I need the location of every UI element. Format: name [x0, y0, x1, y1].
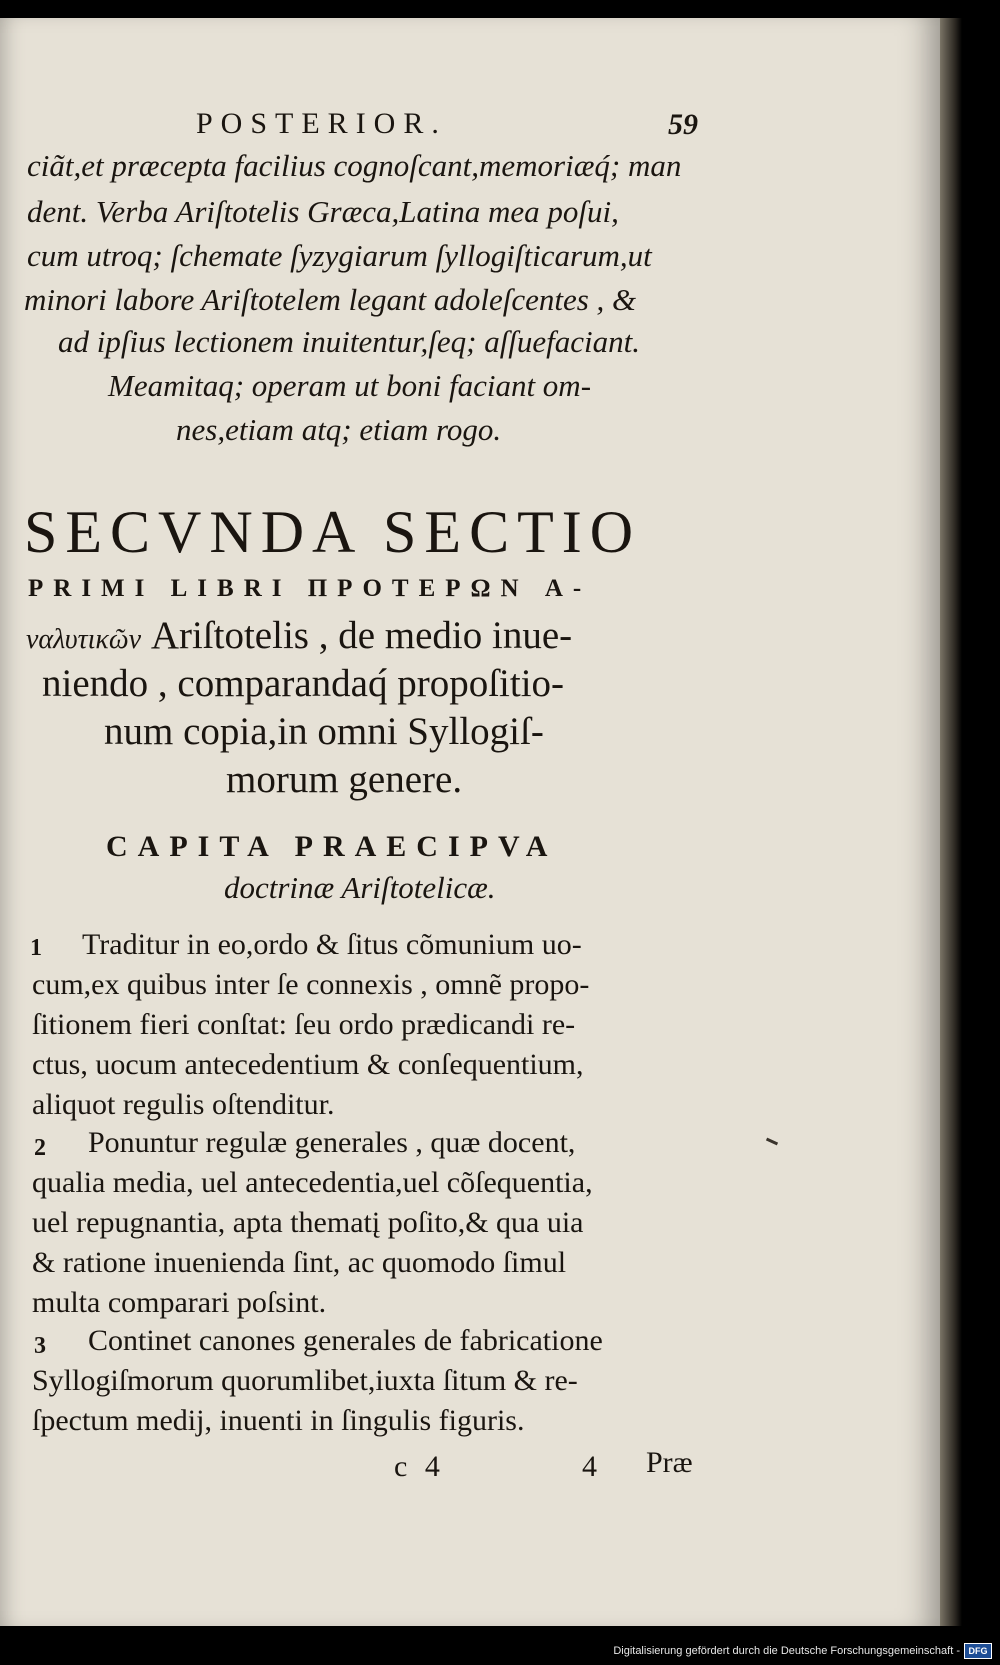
running-head: POSTERIOR.	[196, 107, 447, 140]
preface-line: Meamitaq; operam ut boni faciant om-	[108, 368, 592, 403]
item-line: ſitionem fieri conſtat: ſeu ordo prædicandi re-	[32, 1008, 576, 1041]
greek-word: ναλυτικῶν	[26, 624, 142, 655]
footer-text: Digitalisierung gefördert durch die Deutsche Forschungsgemeinschaft -	[613, 1645, 960, 1657]
preface-line: minori labore Ariſtotelem legant adoleſcentes , &	[24, 282, 637, 317]
item-line: qualia media, uel antecedentia,uel cõſequentia,	[32, 1166, 593, 1199]
preface-line: cum utroq; ſchemate ſyzygiarum ſyllogiſticarum,ut	[27, 238, 652, 273]
section-title-line: num copia,in omni Syllogiſ-	[104, 710, 544, 753]
subheading-italic: doctrinæ Ariſtotelicæ.	[224, 870, 496, 905]
item-line: uel repugnantia, apta thematį poſito,& qua uia	[32, 1206, 584, 1239]
section-title: SECVNDA SECTIO	[24, 499, 642, 565]
digitization-footer	[613, 1643, 992, 1659]
section-title-line: niendo , comparandaq́ propoſitio-	[42, 662, 565, 705]
dfg-logo: DFG	[964, 1643, 992, 1659]
title-text: Ariſtotelis , de medio inue-	[141, 614, 573, 657]
item-line: Syllogiſmorum quorumlibet,iuxta ſitum & re-	[32, 1364, 578, 1397]
catchword-number: 4	[582, 1450, 597, 1483]
section-title-line: morum genere.	[226, 758, 463, 801]
preface-line: dent. Verba Ariſtotelis Græca,Latina mea poſui,	[27, 194, 619, 229]
page-edge	[940, 18, 962, 1626]
item-number: 1	[30, 935, 42, 961]
folio: 59	[668, 108, 698, 141]
subheading: CAPITA PRAECIPVA	[106, 830, 558, 863]
item-line: multa comparari poſsint.	[32, 1286, 327, 1319]
preface-line: ciãt,et præcepta facilius cognoſcant,memoriæq́; man	[27, 148, 682, 183]
preface-line: ad ipſius lectionem inuitentur,ſeq; aſſuefaciant.	[58, 324, 641, 359]
item-number: 2	[34, 1135, 46, 1161]
catchword: Præ	[646, 1446, 693, 1479]
item-line: ctus, uocum antecedentium & conſequentium,	[32, 1048, 584, 1081]
signature-mark: c 4	[394, 1450, 440, 1483]
item-line: aliquot regulis oſtenditur.	[32, 1088, 335, 1121]
item-line: Continet canones generales de fabricatione	[88, 1324, 603, 1357]
item-line: ſpectum medij, inuenti in ſingulis figuris.	[32, 1404, 525, 1437]
item-line: Ponuntur regulæ generales , quæ docent,	[88, 1126, 576, 1159]
item-line: cum,ex quibus inter ſe connexis , omnẽ propo-	[32, 968, 590, 1001]
item-line: & ratione inuenienda ſint, ac quomodo ſimul	[32, 1246, 567, 1279]
preface-line: nes,etiam atq; etiam rogo.	[176, 412, 502, 447]
item-number: 3	[34, 1333, 46, 1359]
section-title-line	[26, 616, 572, 655]
section-title-line: PRIMI LIBRI ΠΡΟΤΕΡΩΝ A-	[28, 575, 592, 602]
item-line: Traditur in eo,ordo & ſitus cõmunium uo-	[82, 928, 582, 961]
